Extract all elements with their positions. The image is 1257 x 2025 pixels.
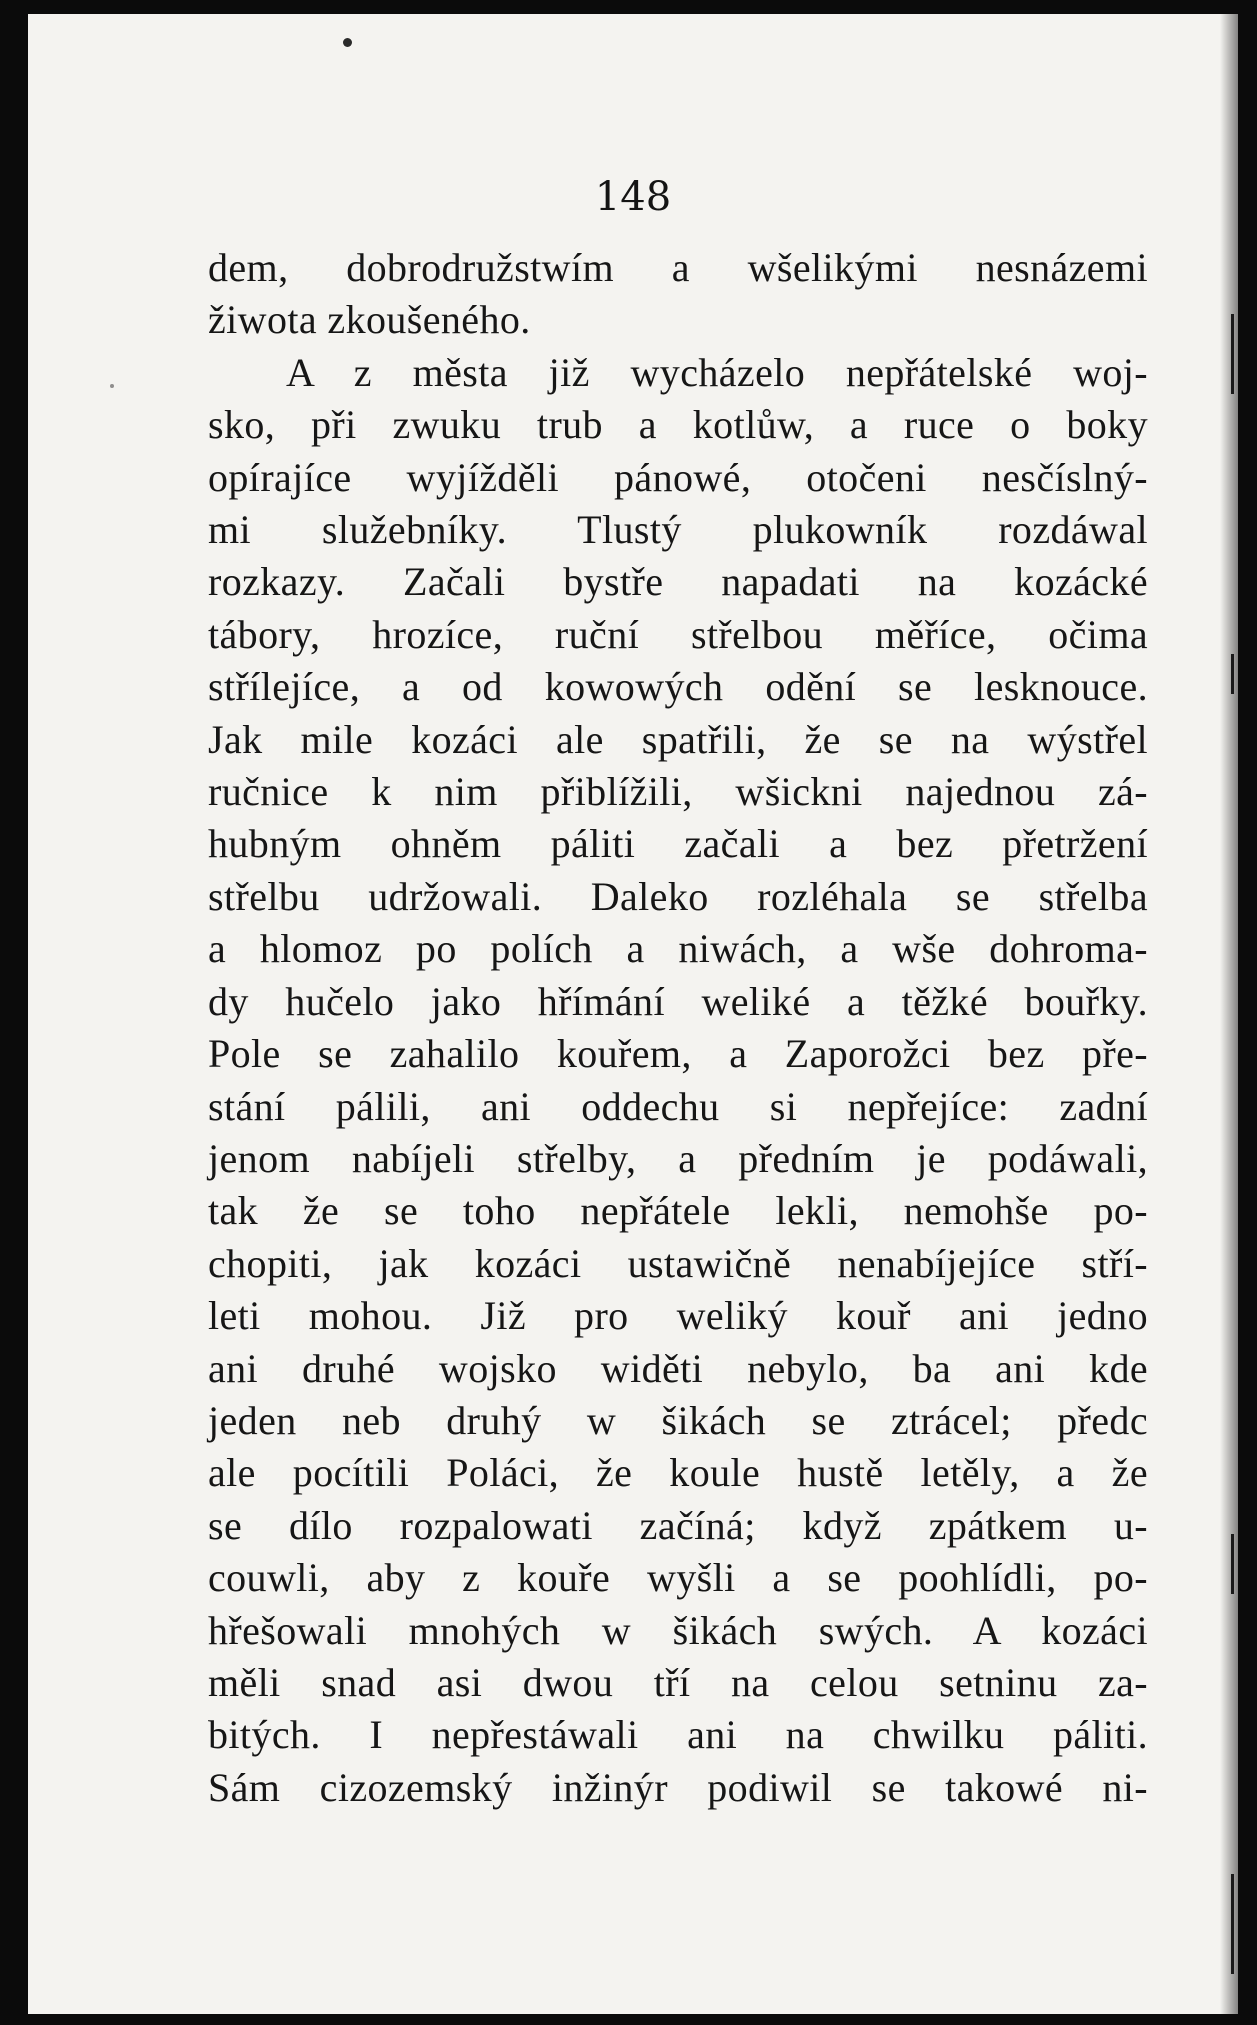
text-line: dem, dobrodružstwím a wšelikými nesnázemi bbox=[208, 245, 1148, 290]
text-line: A z města již wycházelo nepřátelské woj- bbox=[286, 349, 1148, 395]
text-line: Pole se zahalilo kouřem, a Zaporožci bez pře- bbox=[208, 1031, 1148, 1077]
text-line: chopiti, jak kozáci ustawičně nenabíjejíce stří- bbox=[208, 1240, 1148, 1286]
text-line: couwli, aby z kouře wyšli a se poohlídli, po- bbox=[208, 1555, 1148, 1601]
text-line: střelbu udržowali. Daleko rozléhala se střelba bbox=[208, 873, 1148, 919]
text-line: měli snad asi dwou tří na celou setninu za- bbox=[208, 1659, 1148, 1705]
text-line: se dílo rozpalowati začíná; když zpátkem u- bbox=[208, 1502, 1148, 1548]
text-line: ale pocítili Poláci, že koule hustě letěly, a že bbox=[208, 1450, 1148, 1496]
page-edge-mark bbox=[1231, 1874, 1234, 1974]
text-line: střílejíce, a od kowowých odění se lesknouce. bbox=[208, 664, 1148, 710]
text-line: tak že se toho nepřátele lekli, nemohše po- bbox=[208, 1188, 1148, 1234]
text-line: rozkazy. Začali bystře napadati na kozácké bbox=[208, 559, 1148, 605]
text-line: a hlomoz po polích a niwách, a wše dohroma- bbox=[208, 926, 1148, 972]
text-line: dy hučelo jako hřímání weliké a těžké bouřky. bbox=[208, 978, 1148, 1024]
page-edge-mark bbox=[1231, 1534, 1234, 1594]
page-edge-shadow bbox=[1220, 14, 1238, 2014]
text-line: hřešowali mnohých w šikách swých. A kozáci bbox=[208, 1607, 1148, 1653]
body-text bbox=[208, 242, 1148, 1814]
text-line: sko, při zwuku trub a kotlůw, a ruce o boky bbox=[208, 402, 1148, 448]
page-number: 148 bbox=[594, 174, 672, 220]
page-edge-mark bbox=[1231, 654, 1234, 694]
text-line: Sám cizozemský inžinýr podiwil se takowé ni- bbox=[208, 1764, 1148, 1810]
text-line: jenom nabíjeli střelby, a předním je podáwali, bbox=[208, 1135, 1148, 1181]
ink-speck bbox=[110, 384, 114, 388]
text-line: žiwota zkoušeného. bbox=[208, 297, 531, 343]
text-line: stání pálili, ani oddechu si nepřejíce: zadní bbox=[208, 1083, 1148, 1129]
text-line: leti mohou. Již pro weliký kouř ani jedno bbox=[208, 1293, 1148, 1339]
text-line: bitých. I nepřestáwali ani na chwilku páliti. bbox=[208, 1712, 1148, 1758]
page-edge-mark bbox=[1231, 314, 1234, 394]
text-line: opírajíce wyjížděli pánowé, otočeni nesčíslný- bbox=[208, 454, 1148, 500]
text-line: ručnice k nim přiblížili, wšickni najednou zá- bbox=[208, 769, 1148, 815]
text-line: hubným ohněm páliti začali a bez přetržení bbox=[208, 821, 1148, 867]
text-line: mi služebníky. Tlustý plukowník rozdáwal bbox=[208, 507, 1148, 553]
text-line: jeden neb druhý w šikách se ztrácel; předc bbox=[208, 1397, 1148, 1443]
book-page bbox=[28, 14, 1238, 2014]
text-line: ani druhé wojsko widěti nebylo, ba ani kde bbox=[208, 1345, 1148, 1391]
ink-speck bbox=[343, 38, 352, 47]
text-line: tábory, hrozíce, ruční střelbou měříce, očima bbox=[208, 611, 1148, 657]
text-line: Jak mile kozáci ale spatřili, že se na wýstřel bbox=[208, 716, 1148, 762]
